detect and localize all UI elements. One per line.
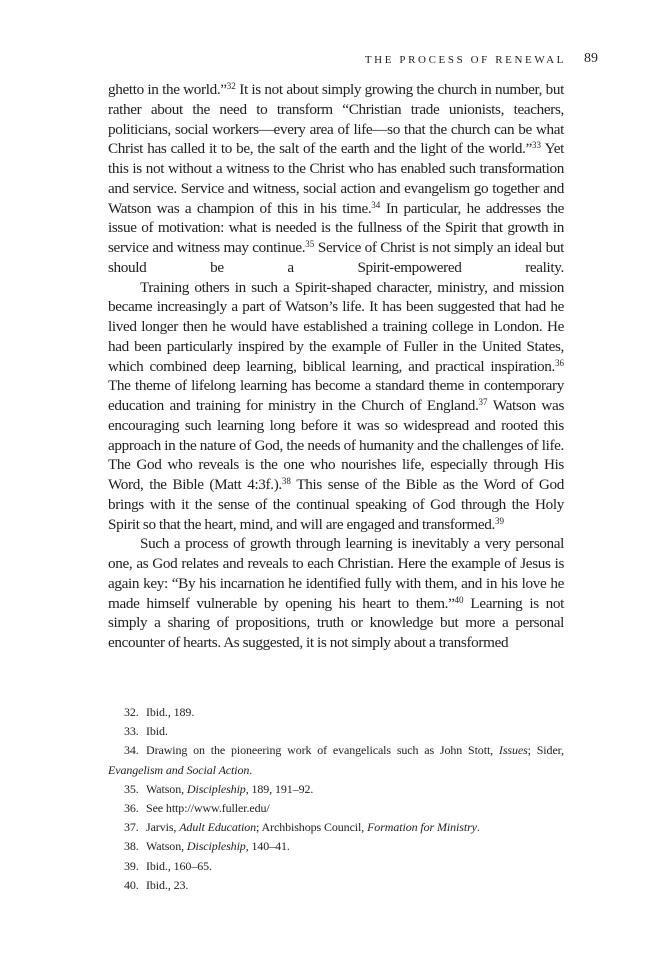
footnote-33 xyxy=(108,722,564,741)
italic-title: Discipleship xyxy=(186,839,246,854)
footnote-number: 40. xyxy=(124,877,139,892)
text-run: In particular, he addresses the issue of motivation: what is needed is the fullness of the Spirit that growth in service and witness may continue. xyxy=(108,199,564,256)
italic-title: Evangelism and Social Action xyxy=(108,762,250,777)
italic-title: Formation for Ministry xyxy=(367,820,477,835)
text-run: . xyxy=(249,762,253,777)
running-head xyxy=(108,52,598,72)
paragraph-3 xyxy=(108,534,564,653)
paragraph-2 xyxy=(108,278,564,535)
text-run: Watson, xyxy=(146,781,187,796)
footnote-ref: 36 xyxy=(555,357,564,368)
text-run: . xyxy=(476,820,480,835)
text-run: ; Archbishops Council, xyxy=(256,820,368,835)
footnote-38 xyxy=(108,837,564,856)
text-run: Ibid., 23. xyxy=(146,877,189,892)
text-run: Learning is not simply a sharing of propositions, truth or knowledge but more a personal encounter of hearts. As suggested, it is not simply about a transformed xyxy=(108,594,565,651)
footnote-number: 35. xyxy=(124,781,139,796)
footnote-number: 32. xyxy=(124,705,139,719)
text-run: Jarvis, xyxy=(146,820,180,835)
footnote-ref: 38 xyxy=(281,476,291,486)
text-run: Training others in such a Spirit-shaped character, ministry, and mission became increasingly a part of Watson’s life. It has been suggested that had he lived longer then he would have established a training college in London. He had been particularly inspired by the example of Fuller in the United States, which combined deep learning, biblical learning, and practical inspiration. xyxy=(108,278,564,375)
text-run: ; Sider, xyxy=(527,743,564,758)
footnote-ref: 39 xyxy=(494,515,504,526)
text-run: It is not about simply growing the church in number, but rather about the need to transform “Christian trade unionists, teachers, politicians, social workers—every area of life—so that the church can be what Christ has called it to be, the salt of the earth and the light of the world.” xyxy=(108,81,564,158)
italic-title: Adult Education xyxy=(179,820,257,835)
footnote-ref: 37 xyxy=(478,397,488,407)
text-run: This sense of the Bible as the Word of God brings with it the sense of the continual speaking of God through the Holy Spirit so that the heart, mind, and will are engaged and transformed. xyxy=(108,476,564,533)
footnotes xyxy=(108,703,564,895)
text-run: Yet this is not without a witness to the Christ who has enabled such transformation and service. Service and witness, social action and evangelism go together and Watson was a champion of this in his time. xyxy=(108,140,564,217)
footnote-36 xyxy=(108,799,564,818)
footnote-number: 36. xyxy=(124,801,139,816)
italic-title: Issues xyxy=(498,743,528,758)
text-run: Service of Christ is not simply an ideal but should be a Spirit-empowered reality. xyxy=(108,239,564,276)
footnote-ref: 33 xyxy=(532,140,542,151)
text-run: The theme of lifelong learning has become a standard theme in contemporary education and training for ministry in the Church of England. xyxy=(108,377,564,414)
footnote-number: 34. xyxy=(124,743,139,758)
text-run: ghetto in the world.” xyxy=(108,81,227,98)
running-title: THE PROCESS OF RENEWAL xyxy=(364,54,566,66)
text-run: Ibid. xyxy=(146,724,168,739)
text-run: Such a process of growth through learning is inevitably a very personal one, as God relates and reveals to each Christian. Here the example of Jesus is again key: “By his incarnation he identified fully with them, and in his love he made himself vulnerable by opening his heart to them.” xyxy=(108,535,564,612)
text-run: See http://www.fuller.edu/ xyxy=(146,801,270,816)
page-number: 89 xyxy=(584,51,598,66)
footnote-ref: 35 xyxy=(305,239,315,249)
footnote-ref: 34 xyxy=(371,199,381,210)
footnote-ref: 40 xyxy=(454,594,464,605)
footnote-number: 37. xyxy=(124,820,139,835)
text-run: , 140–41. xyxy=(245,839,290,854)
footnote-number: 33. xyxy=(124,724,139,739)
text-run: Watson was encouraging such learning long before it was so widespread and rooted this approach in the nature of God, the needs of humanity and the challenges of life. The God who reveals is the one who nourishes life, especially through His Word, the Bible (Matt 4:3f.). xyxy=(108,397,565,493)
paragraph-1 xyxy=(108,80,564,278)
body-text xyxy=(108,80,564,653)
text-run: Drawing on the pioneering work of evangelicals such as John Stott, xyxy=(146,743,499,758)
text-run: Ibid., 160–65. xyxy=(146,858,212,873)
footnote-40 xyxy=(108,876,564,895)
footnote-35 xyxy=(108,780,564,799)
footnote-34 xyxy=(108,741,564,779)
italic-title: Discipleship xyxy=(186,781,246,796)
footnote-39 xyxy=(108,857,564,876)
footnote-37 xyxy=(108,818,564,837)
footnote-number: 39. xyxy=(124,858,139,873)
footnote-32 xyxy=(108,703,564,722)
text-run: , 189, 191–92. xyxy=(245,781,314,796)
footnote-ref: 32 xyxy=(226,81,236,91)
text-run: Ibid., 189. xyxy=(146,705,195,719)
text-run: Watson, xyxy=(146,839,187,854)
footnote-number: 38. xyxy=(124,839,139,854)
